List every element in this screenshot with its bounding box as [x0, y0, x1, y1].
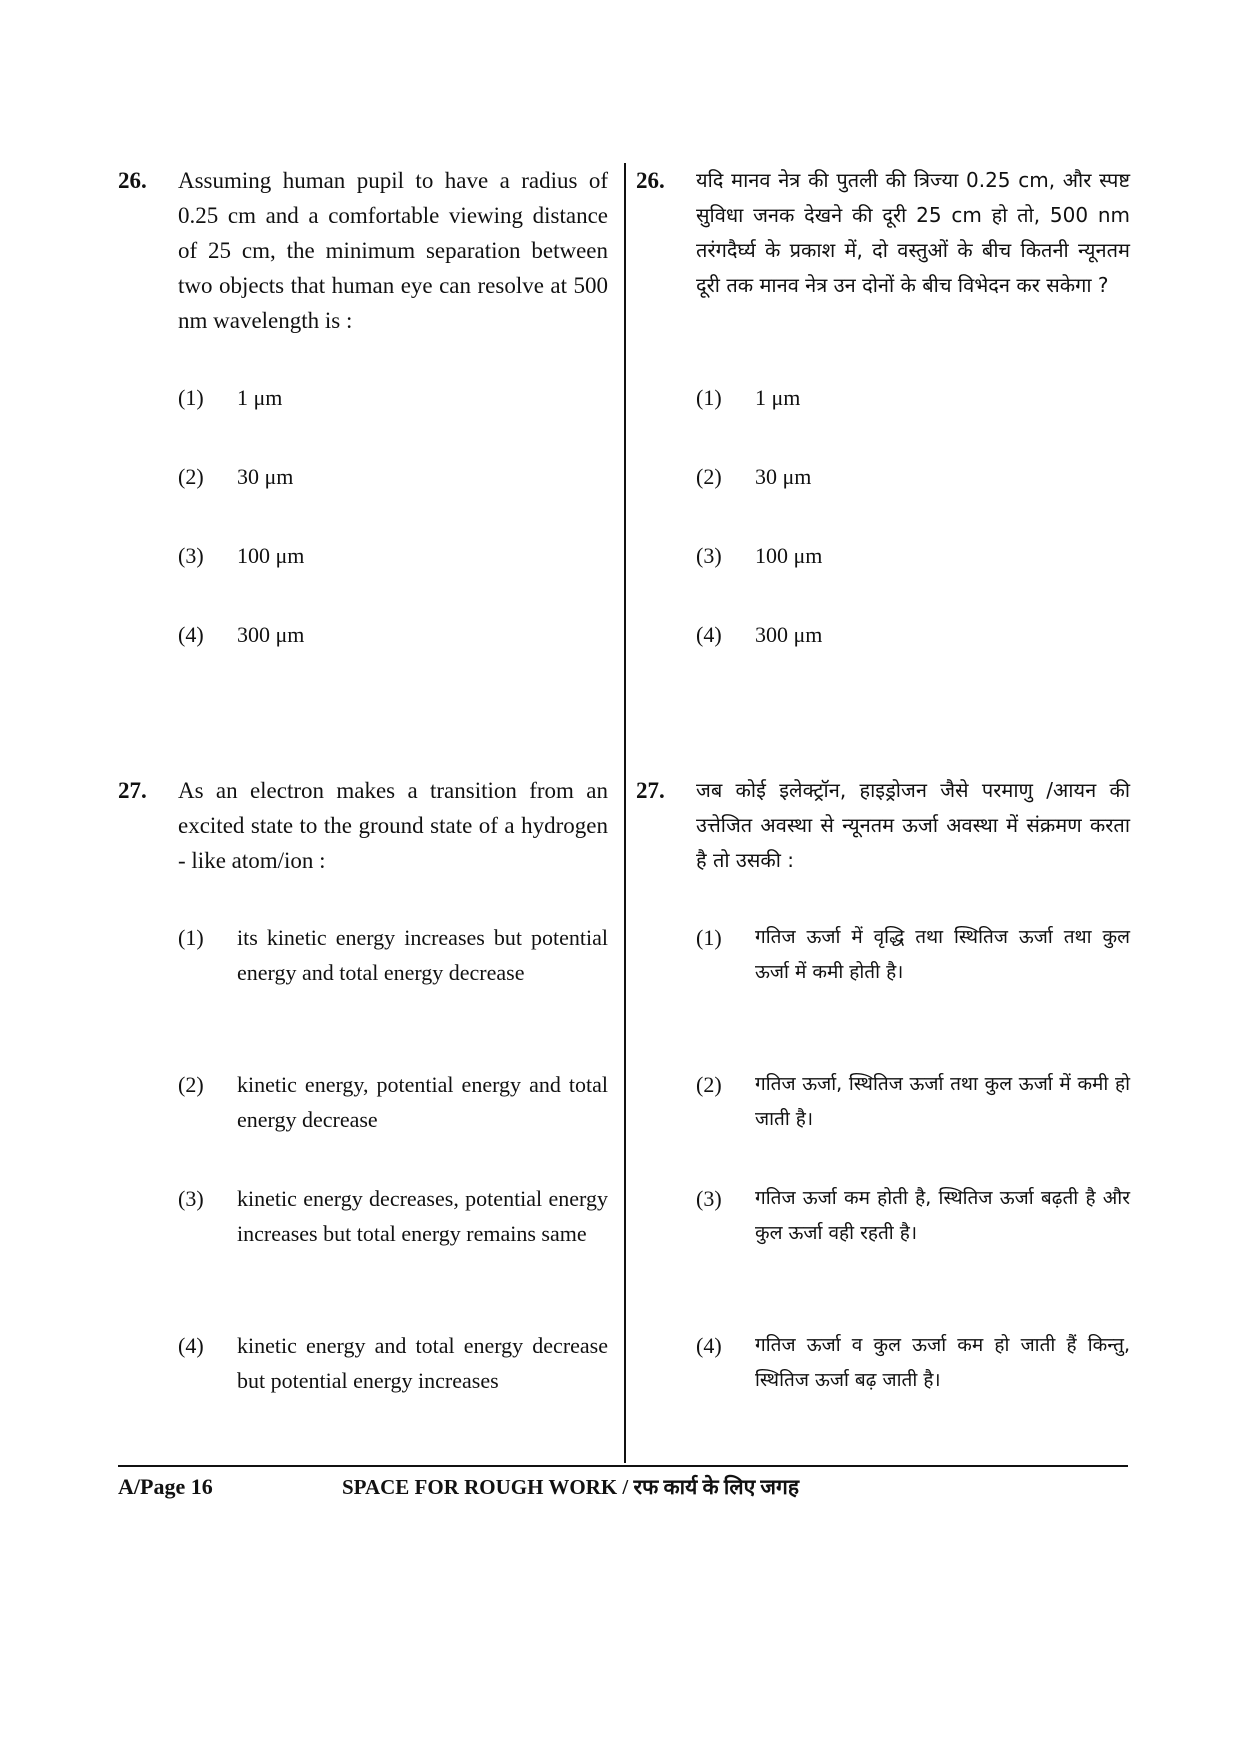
option-number: (2) — [178, 464, 204, 489]
option-number: (4) — [178, 622, 204, 647]
question-text: As an electron makes a transition from an excited state to the ground state of a hydrogen - like atom/ion : — [178, 778, 608, 873]
option-text: kinetic energy and total energy decrease but potential energy increases — [237, 1333, 608, 1393]
question-number: 26. — [636, 168, 665, 193]
option-text: kinetic energy decreases, potential energy increases but total energy remains same — [237, 1186, 608, 1246]
option-number: (3) — [178, 543, 204, 568]
question-number: 26. — [118, 168, 147, 193]
option-text: 100 μm — [237, 543, 305, 568]
option-text: गतिज ऊर्जा व कुल ऊर्जा कम हो जाती हैं किन्तु, स्थितिज ऊर्जा बढ़ जाती है। — [755, 1334, 1130, 1391]
question-text: यदि मानव नेत्र की पुतली की त्रिज्या 0.25 cm, और स्पष्ट सुविधा जनक देखने की दूरी 25 cm हो तो, 500 nm तरंगदैर्घ्य के प्रकाश में, दो वस्तुओं के बीच कितनी न्यूनतम दूरी तक मानव नेत्र उन दोनों के बीच विभेदन कर सकेगा ? — [696, 168, 1130, 297]
question-text: जब कोई इलेक्ट्रॉन, हाइड्रोजन जैसे परमाणु /आयन की उत्तेजित अवस्था से न्यूनतम ऊर्जा अवस्था में संक्रमण करता है तो उसकी : — [696, 778, 1130, 872]
option-text: its kinetic energy increases but potential energy and total energy decrease — [237, 925, 608, 985]
option-text: 300 μm — [755, 622, 823, 647]
option-text: 30 μm — [237, 464, 294, 489]
question-number: 27. — [636, 778, 665, 803]
option-number: (2) — [696, 464, 722, 489]
question-number: 27. — [118, 778, 147, 803]
option-number: (3) — [696, 543, 722, 568]
option-text: गतिज ऊर्जा, स्थितिज ऊर्जा तथा कुल ऊर्जा में कमी हो जाती है। — [755, 1073, 1130, 1130]
option-text: kinetic energy, potential energy and total energy decrease — [237, 1072, 608, 1132]
option-text: 100 μm — [755, 543, 823, 568]
option-number: (2) — [178, 1072, 204, 1097]
option-text: गतिज ऊर्जा में वृद्धि तथा स्थितिज ऊर्जा तथा कुल ऊर्जा में कमी होती है। — [755, 926, 1130, 983]
option-text: 30 μm — [755, 464, 812, 489]
footer-rule — [118, 1465, 1128, 1467]
option-number: (3) — [178, 1186, 204, 1211]
question-text: Assuming human pupil to have a radius of 0.25 cm and a comfortable viewing distance of 25 cm, the minimum separation between two objects that human eye can resolve at 500 nm wavelength is : — [178, 168, 608, 333]
option-number: (1) — [696, 385, 722, 410]
option-number: (1) — [178, 925, 204, 950]
option-text: 1 μm — [755, 385, 801, 410]
rough-work-label: SPACE FOR ROUGH WORK / रफ कार्य के लिए जगह — [342, 1475, 799, 1499]
option-text: 300 μm — [237, 622, 305, 647]
option-number: (1) — [178, 385, 204, 410]
option-number: (4) — [696, 622, 722, 647]
option-number: (2) — [696, 1072, 722, 1097]
column-divider — [624, 163, 626, 1463]
page-label: A/Page 16 — [118, 1474, 213, 1499]
option-number: (3) — [696, 1186, 722, 1211]
option-text: 1 μm — [237, 385, 283, 410]
option-number: (1) — [696, 925, 722, 950]
option-text: गतिज ऊर्जा कम होती है, स्थितिज ऊर्जा बढ़ती है और कुल ऊर्जा वही रहती है। — [755, 1187, 1130, 1244]
option-number: (4) — [178, 1333, 204, 1358]
option-number: (4) — [696, 1333, 722, 1358]
